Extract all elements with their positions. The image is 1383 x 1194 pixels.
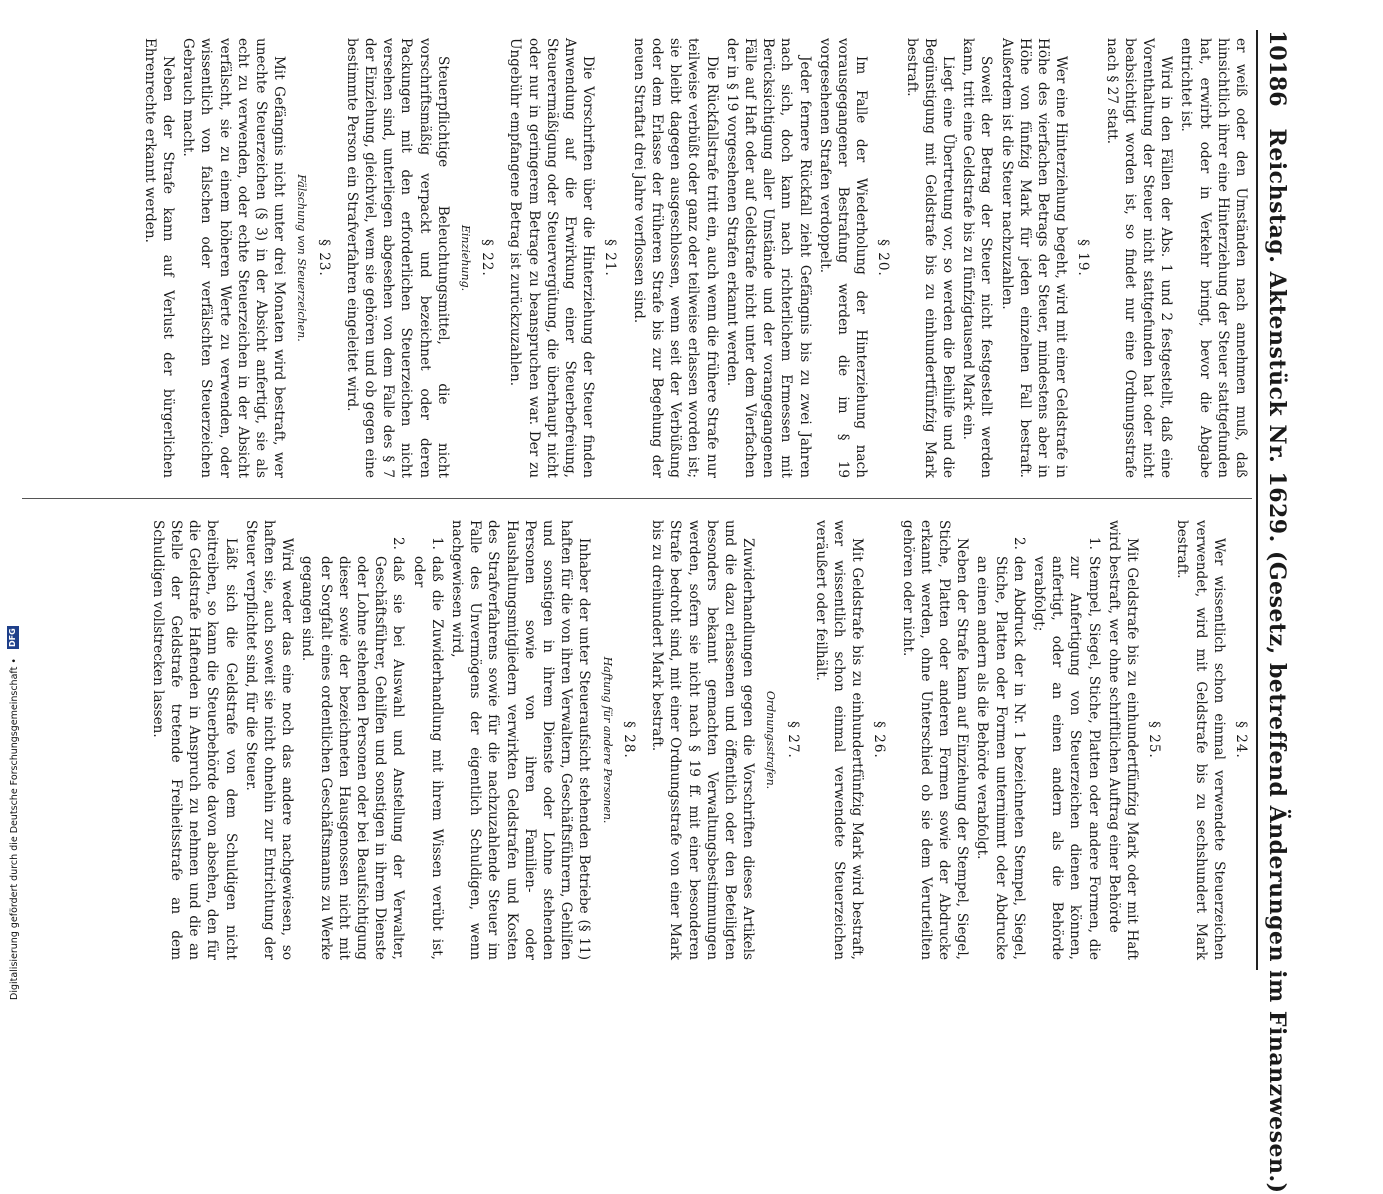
section-heading: § 23. bbox=[315, 239, 332, 277]
digitization-credit bbox=[2, 0, 20, 1000]
list-number: 2. bbox=[1010, 537, 1027, 550]
paragraph: er weiß oder den Umständen nach annehmen muß, daß hinsichtlich ihrer eine Hinterziehung der Steuer stattgefunden hat, erwirbt oder in Verkehr bringt, bevor die Abgabe entrichtet ist. bbox=[1178, 38, 1249, 478]
column-divider bbox=[22, 498, 1252, 499]
section-heading: § 19. bbox=[1075, 239, 1092, 277]
page-number: 10186 bbox=[1264, 30, 1290, 107]
paragraph: Mit Geldstrafe bis zu einhundertfünfzig Mark oder mit Haft wird bestraft, wer ohne schriftlichen Auftrag einer Behörde bbox=[1105, 520, 1140, 960]
paragraph: Mit Geldstrafe bis zu einhundertfünfzig Mark wird bestraft, wer wissentlich schon einmal verwendete Steuerzeichen veräußert oder feilhält. bbox=[812, 520, 866, 960]
page-header bbox=[1260, 30, 1294, 1194]
paragraph: Wird in den Fällen der Abs. 1 und 2 festgestellt, daß eine Vorenthaltung der Steuer nicht stattgefunden hat oder nicht beabsichtigt worden ist, so findet nur eine Ordnungsstrafe nach § 27 statt. bbox=[1103, 38, 1175, 478]
section-heading: § 20. bbox=[875, 239, 892, 277]
paragraph: Läßt sich die Geldstrafe von dem Schuldigen nicht beitreiben, so kann die Steuerbehörde davon absehen, den für die Geldstrafe Haftenden in Anspruch zu nehmen und die an Stelle der Geldstrafe tretende Freiheitsstrafe an dem Schuldigen vollstrecken lassen. bbox=[149, 520, 239, 960]
paragraph: Jeder fernere Rückfall zieht Gefängnis bis zu zwei Jahren nach sich, doch kann nach richterlichem Ermessen mit Berücksichtigung aller Umstände und der vorangegangenen Fälle auf Haft oder auf Geldstrafe nicht unter dem Vierfachen der in § 19 vorgesehenen Strafen erkannt werden. bbox=[723, 38, 813, 478]
paragraph: Die Rückfallstrafe tritt ein, auch wenn die frühere Strafe nur teilweise verbüßt oder ganz oder teilweise erlassen worden ist; sie bleibt dagegen ausgeschlossen, wenn seit der Verbüßung oder dem Erlasse der früheren Strafe bis zur Begehung der neuen Straftat drei Jahre verflossen sind. bbox=[630, 38, 720, 478]
right-column bbox=[147, 520, 1250, 960]
credit-text: Digitalisierung gefördert durch die Deutsche Forschungsgemeinschaft • bbox=[9, 658, 20, 1000]
list-text: Stempel, Siegel, Stiche, Platten oder andere Formen, die zur Anfertigung von Steuerzeichen dienen können, anfertigt, oder an einen andern als die Behörde verabfolgt; bbox=[1030, 556, 1102, 960]
section-heading: § 26. bbox=[871, 721, 888, 759]
left-column bbox=[139, 38, 1250, 478]
paragraph: Soweit der Betrag der Steuer nicht festgestellt werden kann, tritt eine Geldstrafe bis zu fünfzigtausend Mark ein. bbox=[960, 38, 995, 478]
paragraph: Zuwiderhandlungen gegen die Vorschriften dieses Artikels und die dazu erlassenen und öffentlich oder den Beteiligten besonders bekannt gemachten Verwaltungsbestimmungen werden, sofern sie nicht nach § 19 ff. mit einer besonderen Strafe bedroht sind, mit einer Ordnungsstrafe von einer Mark bis zu dreihundert Mark bestraft. bbox=[649, 520, 757, 960]
paragraph: Steuerpflichtige Beleuchtungsmittel, die nicht vorschriftsmäßig verpackt und bezeichnet oder deren Packungen mit den erforderlichen Steuerzeichen nicht versehen sind, unterliegen abgesehen von dem Falle des § 7 der Einziehung, gleichviel, wem sie gehören und ob gegen eine bestimmte Person ein Strafverfahren eingeleitet wird. bbox=[343, 38, 451, 478]
section-heading: § 24. bbox=[1233, 721, 1249, 759]
page-title: Reichstag. Aktenstück Nr. 1629. (Gesetz, betreffend Änderungen im Finanzwesen.) bbox=[1264, 128, 1290, 1194]
paragraph: Liegt eine Übertretung vor, so werden die Beihilfe und die Begünstigung mit Geldstrafe bis zu einhundertfünfzig Mark bestraft. bbox=[903, 38, 956, 478]
section-subtitle: Einziehung. bbox=[459, 224, 473, 292]
paragraph: Die Vorschriften über die Hinterziehung der Steuer finden Anwendung auf die Erwirkung einer Steuerbefreiung, Steuerermäßigung oder Steuervergütung, die überhaupt nicht oder nur in geringerem Betrage zu beanspruchen war. Der zu Ungebühr empfangene Betrag ist zurückzuzahlen. bbox=[507, 38, 597, 478]
list-text: daß sie bei Auswahl und Anstellung der Verwalter, Geschäftsführer, Gehilfen und sonstigen in ihrem Dienste oder Lohne stehenden Personen oder bei Beaufsichtigung dieser sowie der bezeichneten Hausgenossen nicht mit der Sorgfalt eines ordentlichen Geschäftsmanns zu Werke gegangen sind. bbox=[299, 556, 407, 960]
section-heading: § 28. bbox=[620, 721, 637, 759]
list-item bbox=[298, 520, 407, 960]
list-text: den Abdruck der in Nr. 1 bezeichneten Stempel, Siegel, Stiche, Platten oder Formen unternimmt oder Abdrucke an einen andern als die Behörde verabfolgt. bbox=[974, 556, 1027, 960]
section-subtitle: Haftung für andere Personen. bbox=[600, 656, 614, 824]
list-number: 2. bbox=[390, 537, 407, 550]
list-item bbox=[409, 520, 445, 960]
section-subtitle: Fälschung von Steuerzeichen. bbox=[295, 174, 309, 342]
header-rule bbox=[1256, 30, 1258, 970]
paragraph: Im Falle der Wiederholung der Hinterziehung nach vorausgegangener Bestrafung werden die im § 19 vorgesehenen Strafen verdoppelt. bbox=[816, 38, 870, 478]
section-heading: § 27. bbox=[784, 721, 801, 759]
list-item bbox=[973, 520, 1028, 960]
paragraph: Inhaber der unter Steueraufsicht stehenden Betriebe (§ 11) haften für die von ihren Verwaltern, Geschäftsführern, Gehilfen und sonstigen in ihrem Dienste oder Lohne stehenden Personen sowie von ihren Familien- oder Haushaltungsmitgliedern verwirkten Geldstrafen und Kosten des Strafverfahrens sowie für die nachzuzahlende Steuer im Falle des Unvermögens der eigentlich Schuldigen, wenn nachgewiesen wird, bbox=[449, 520, 593, 960]
paragraph: Neben der Strafe kann auf Verlust der bürgerlichen Ehrenrechte erkannt werden. bbox=[141, 38, 177, 478]
list-item bbox=[1030, 520, 1103, 960]
paragraph: Wer wissentlich schon einmal verwendete Steuerzeichen verwendet, wird mit Geldstrafe bis zu sechshundert Mark bestraft. bbox=[1174, 520, 1227, 960]
section-heading: § 21. bbox=[602, 239, 619, 277]
paragraph: Mit Gefängnis nicht unter drei Monaten wird bestraft, wer unechte Steuerzeichen (§ 3) in der Absicht anfertigt, sie als echt zu verwenden, oder echte Steuerzeichen in der Absicht verfälscht, sie zu einem höheren Werte zu verwenden, oder wissentlich von falschen oder verfälschten Steuerzeichen Gebrauch macht. bbox=[180, 38, 288, 478]
paragraph: Neben der Strafe kann auf Einziehung der Stempel, Siegel, Stiche, Platten oder anderen Formen sowie der Abdrucke erkannt werden, ohne Unterschied ob sie dem Verurteilten gehören oder nicht. bbox=[899, 520, 971, 960]
paragraph: Wer eine Hinterziehung begeht, wird mit einer Geldstrafe in Höhe des vierfachen Betrags der Steuer, mindestens aber in Höhe von fünfzig Mark für jeden einzelnen Fall bestraft. Außerdem ist die Steuer nachzuzahlen. bbox=[998, 38, 1070, 478]
list-number: 1. bbox=[1085, 537, 1102, 550]
list-text: daß die Zuwiderhandlung mit ihrem Wissen verübt ist, oder bbox=[410, 556, 445, 960]
list-number: 1. bbox=[428, 537, 445, 550]
section-heading: § 25. bbox=[1146, 721, 1163, 759]
dfg-logo: DFG bbox=[7, 628, 17, 647]
section-subtitle: Ordnungsstrafen. bbox=[764, 690, 778, 790]
section-heading: § 22. bbox=[479, 239, 496, 277]
paragraph: Wird weder das eine noch das andere nachgewiesen, so haften sie, auch soweit sie nicht ohnehin zur Entrichtung der Steuer verpflichtet sind, für die Steuer. bbox=[242, 520, 296, 960]
